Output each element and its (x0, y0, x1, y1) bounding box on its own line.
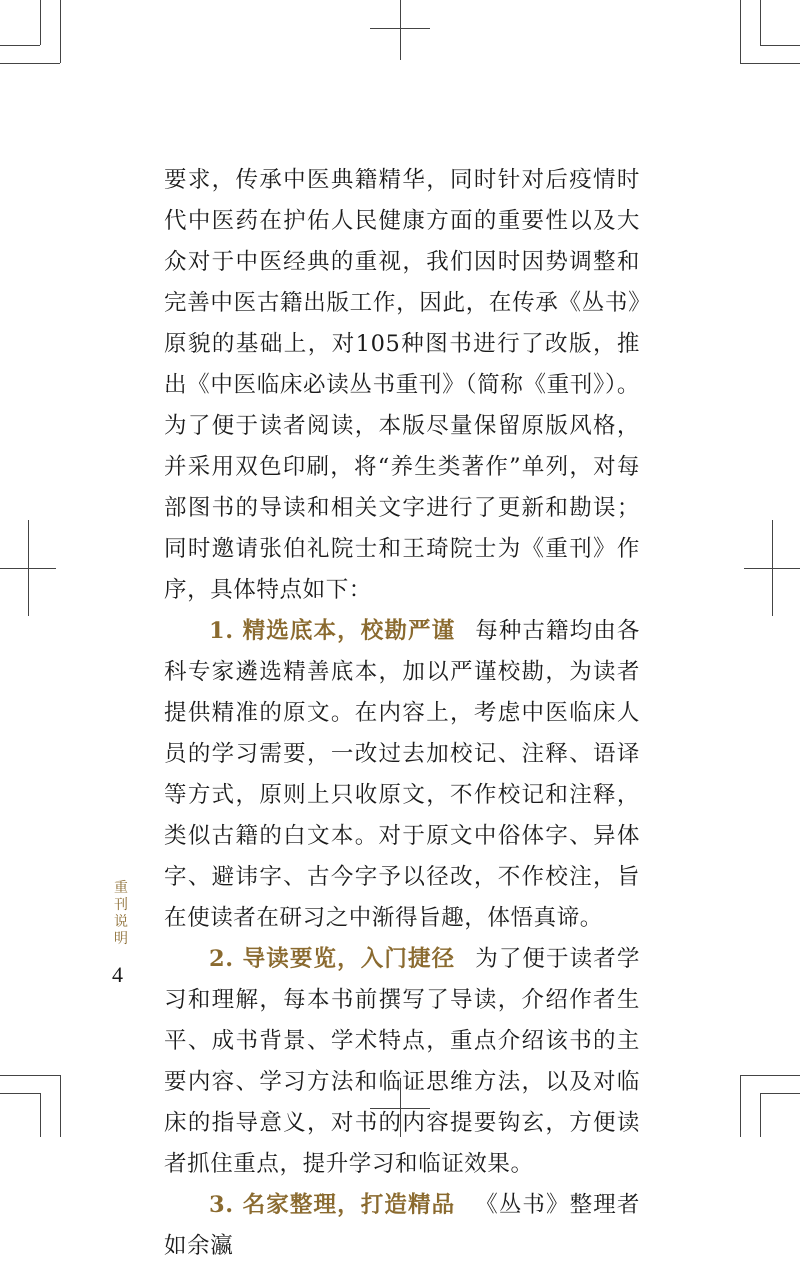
body-paragraph: 要求，传承中医典籍精华，同时针对后疫情时代中医药在护佑人民健康方面的重要性以及大众对于中医经典的重视，我们因时因势调整和完善中医古籍出版工作，因此，在传承《丛书》原貌的基础上，对105种图书进行了改版，推出《中医临床必读丛书重刊》（简称《重刊》）。为了便于读者阅读，本版尽量保留原版风格，并采用双色印刷，将“养生类著作”单列，对每部图书的导读和相关文字进行了更新和勘误；同时邀请张伯礼院士和王琦院士为《重刊》作序，具体特点如下： (164, 167, 640, 603)
crop-mark (40, 1093, 41, 1137)
crop-mark (0, 1075, 60, 1076)
crop-mark (740, 63, 800, 64)
crop-mark (740, 0, 741, 63)
registration-mark (28, 520, 29, 616)
crop-mark (0, 45, 40, 46)
crop-mark (0, 63, 60, 64)
crop-mark (60, 1075, 61, 1137)
crop-mark (740, 1075, 741, 1137)
crop-mark (760, 0, 761, 45)
page-body (164, 160, 640, 1267)
section-heading: 1. 精选底本，校勘严谨 (209, 618, 456, 644)
section-heading: 3. 名家整理，打造精品 (209, 1192, 456, 1218)
crop-mark (760, 1093, 761, 1137)
registration-mark (772, 520, 773, 616)
section-paragraph (164, 939, 640, 1185)
section-text: 为了便于读者学习和理解，每本书前撰写了导读，介绍作者生平、成书背景、学术特点，重点介绍该书的主要内容、学习方法和临证思维方法，以及对临床的指导意义，对书的内容提要钩玄，方便读者抓住重点，提升学习和临证效果。 (164, 946, 641, 1177)
crop-mark (40, 0, 41, 45)
crop-mark (740, 1075, 800, 1076)
crop-mark (60, 0, 61, 63)
running-section-title: 重刊说明 (114, 880, 128, 947)
crop-mark (0, 1093, 40, 1094)
registration-mark (400, 0, 401, 60)
crop-mark (760, 1093, 800, 1094)
section-heading: 2. 导读要览，入门捷径 (209, 946, 456, 972)
section-text: 每种古籍均由各科专家遴选精善底本，加以严谨校勘，为读者提供精准的原文。在内容上，考虑中医临床人员的学习需要，一改过去加校记、注释、语译等方式，原则上只收原文，不作校记和注释，类似古籍的白文本。对于原文中俗体字、异体字、避讳字、古今字予以径改，不作校注，旨在使读者在研习之中渐得旨趣，体悟真谛。 (164, 618, 641, 931)
section-paragraph (164, 1185, 640, 1267)
crop-mark (760, 45, 800, 46)
page-number: 4 (112, 962, 123, 987)
section-paragraph (164, 611, 640, 939)
section-text: 《丛书》整理者如余瀛 (164, 1192, 641, 1259)
